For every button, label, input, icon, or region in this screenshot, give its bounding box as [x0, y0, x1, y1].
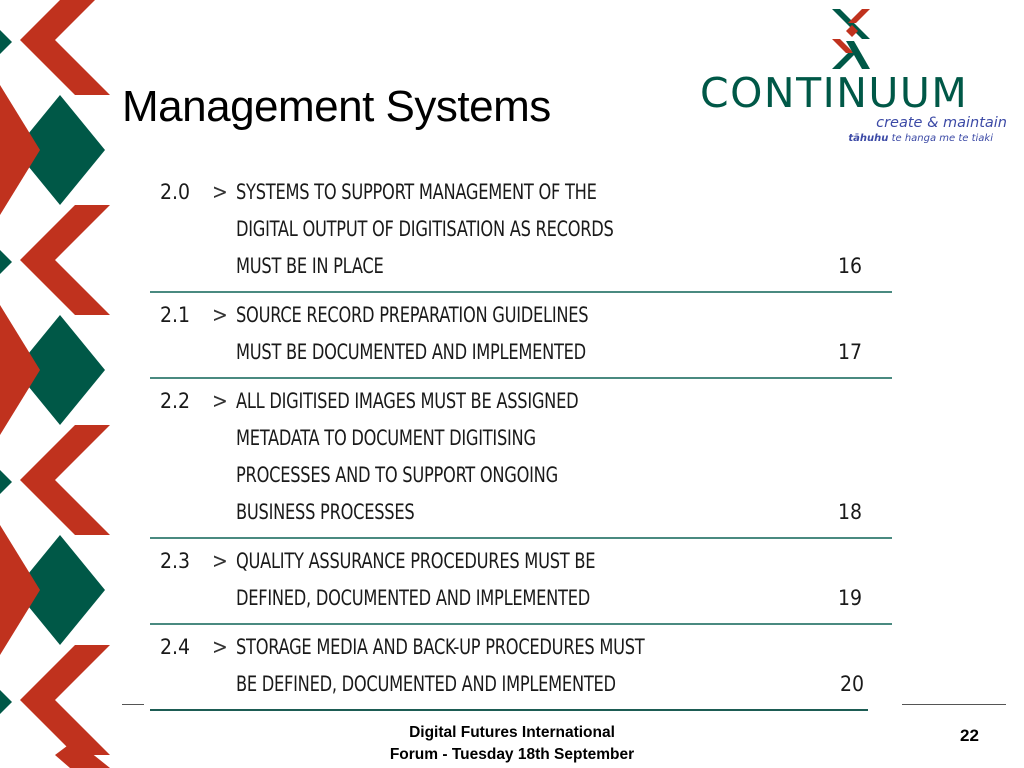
red-diamond-2 [20, 205, 110, 315]
logo-mark-icon [828, 7, 874, 73]
entry-text-line: SYSTEMS TO SUPPORT MANAGEMENT OF THE [236, 180, 597, 204]
entry-text-line: BE DEFINED, DOCUMENTED AND IMPLEMENTED [236, 672, 616, 696]
logo-sub-bold: tāhuhu [848, 133, 889, 144]
entry-number: 2.3 [160, 549, 191, 573]
entry-page-number: 19 [837, 586, 862, 610]
entry-text-line: DIGITAL OUTPUT OF DIGITISATION AS RECORDS [236, 217, 614, 241]
entry-page-number: 20 [839, 672, 864, 696]
continuum-logo [700, 5, 1015, 145]
toc-entry-2-2 [150, 379, 892, 539]
toc-entry-2-0 [150, 170, 892, 293]
entry-text-line: STORAGE MEDIA AND BACK-UP PROCEDURES MUST [236, 635, 645, 659]
logo-wordmark: CONTINUUM [700, 69, 969, 117]
footer-divider-left [122, 704, 144, 705]
entry-text-line: METADATA TO DOCUMENT DIGITISING [236, 426, 536, 450]
decorative-border-pattern [0, 0, 115, 768]
edge-green-4 [0, 690, 12, 714]
edge-green-3 [0, 470, 12, 494]
logo-sub-rest: te hanga me te tiaki [888, 133, 993, 144]
entry-text-line: QUALITY ASSURANCE PROCEDURES MUST BE [236, 549, 596, 573]
entry-page-number: 16 [837, 254, 862, 278]
edge-red-2 [0, 305, 40, 435]
red-diamond-4 [20, 645, 110, 755]
entry-page-number: 18 [837, 500, 862, 524]
entry-text-line: BUSINESS PROCESSES [236, 500, 415, 524]
page-title: Management Systems [122, 82, 551, 131]
chevron-right-icon: > [212, 389, 228, 413]
edge-green-2 [0, 250, 12, 274]
contents-list [150, 170, 892, 711]
entry-text-line: DEFINED, DOCUMENTED AND IMPLEMENTED [236, 586, 590, 610]
entry-number: 2.0 [160, 180, 191, 204]
footer-caption [350, 722, 674, 766]
chevron-right-icon: > [212, 635, 228, 659]
entry-number: 2.1 [160, 303, 191, 327]
border-shapes [0, 0, 110, 768]
red-diamond-3 [20, 425, 110, 535]
footer-line-1: Digital Futures International [409, 724, 615, 741]
edge-red-3 [0, 525, 40, 655]
entry-number: 2.2 [160, 389, 191, 413]
entry-text-line: MUST BE IN PLACE [236, 254, 384, 278]
chevron-right-icon: > [212, 303, 228, 327]
edge-green-1 [0, 30, 12, 54]
entry-page-number: 17 [837, 340, 862, 364]
entry-text-line: MUST BE DOCUMENTED AND IMPLEMENTED [236, 340, 586, 364]
entry-text-line: SOURCE RECORD PREPARATION GUIDELINES [236, 303, 589, 327]
toc-entry-2-4 [150, 625, 868, 711]
chevron-right-icon: > [212, 549, 228, 573]
toc-entry-2-1 [150, 293, 892, 379]
toc-entry-2-3 [150, 539, 892, 625]
entry-text-line: ALL DIGITISED IMAGES MUST BE ASSIGNED [236, 389, 579, 413]
footer-line-2: Forum - Tuesday 18th September [389, 746, 635, 763]
logo-subtitle [848, 133, 993, 144]
entry-number: 2.4 [160, 635, 191, 659]
red-diamond-1 [20, 0, 110, 95]
slide-page-number: 22 [960, 726, 979, 745]
chevron-right-icon: > [212, 180, 228, 204]
edge-red-1 [0, 85, 40, 215]
entry-text-line: PROCESSES AND TO SUPPORT ONGOING [236, 463, 558, 487]
footer-divider-right [902, 704, 1006, 705]
logo-tagline: create & maintain [876, 115, 1007, 131]
